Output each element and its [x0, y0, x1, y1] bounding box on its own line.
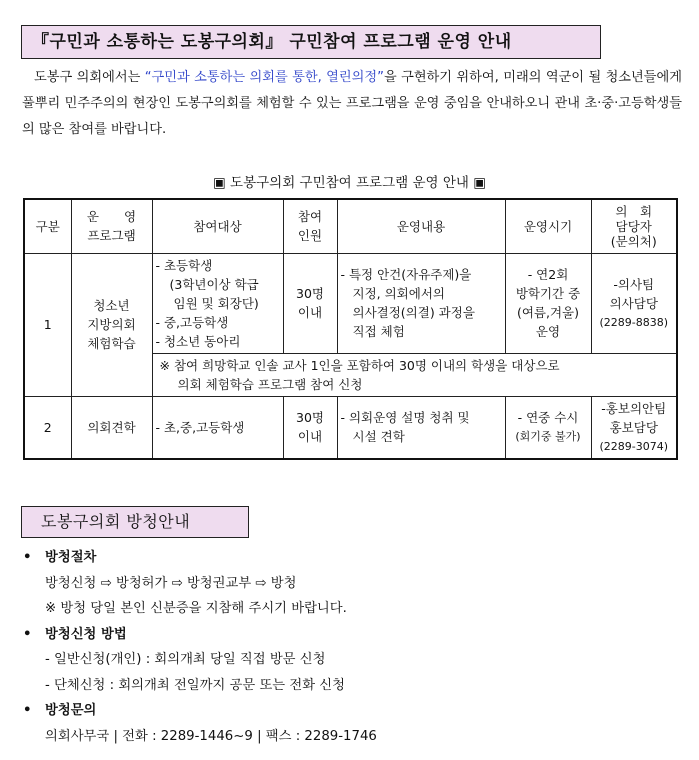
bullet-procedure-label: 방청절차	[45, 550, 97, 565]
intro-quote: “구민과 소통하는 의회를 통한, 열린의정”	[144, 70, 384, 85]
method-group: - 단체신청 : 회의개최 전일까지 공문 또는 전화 신청	[45, 677, 345, 693]
bullet-dot: •	[23, 626, 32, 642]
header-period: 운영시기	[505, 199, 591, 253]
row1-target-line3: 임원 및 회장단)	[173, 295, 259, 311]
inquiry-contact: 의회사무국 | 전화 : 2289-1446~9 | 팩스 : 2289-1746	[45, 728, 377, 744]
row1-note	[152, 353, 677, 396]
row2-contact-line3: (2289-3074)	[599, 439, 669, 453]
intro-text-part1: 도봉구 의회에서는	[34, 70, 145, 85]
row1-content-line2: 지정, 의회에서의	[352, 286, 445, 301]
procedure-steps: 방청신청 ⇨ 방청허가 ⇨ 방청권교부 ⇨ 방청	[45, 575, 297, 591]
row1-target-line5: - 청소년 동아리	[155, 333, 241, 349]
program-table	[23, 198, 678, 460]
row1-period-line1: - 연2회	[527, 267, 569, 282]
page-title: 『구민과 소통하는 도봉구의회』 구민참여 프로그램 운영 안내	[21, 25, 601, 59]
row2-contact-line1: -홍보의안팀	[601, 400, 667, 416]
bullet-procedure	[23, 545, 683, 571]
row2-period-line1: - 연중 수시	[517, 410, 579, 425]
row1-content	[337, 253, 505, 353]
row1-period-line4: 운영	[535, 324, 561, 339]
header-count	[283, 199, 337, 253]
method-individual: - 일반신청(개인) : 회의개최 당일 직접 방문 신청	[45, 652, 326, 667]
row1-num: 1	[24, 253, 71, 396]
header-count-line1: 참여	[297, 209, 323, 225]
header-program-line1: 운 영	[86, 209, 137, 225]
header-program-line2: 프로그램	[87, 228, 136, 244]
row1-program	[71, 253, 152, 396]
row2-num: 2	[24, 396, 71, 459]
table-title: ▣ 도봉구의회 구민참여 프로그램 운영 안내 ▣	[213, 175, 486, 191]
row1-period	[505, 253, 591, 353]
row1-program-line3: 체험학습	[87, 336, 136, 351]
row1-period-line2: 방학기간 중	[515, 286, 581, 301]
row1-content-line1: - 특정 안건(자유주제)을	[340, 267, 472, 282]
row2-contact-line2: 홍보담당	[609, 419, 658, 435]
row2-content-line1: - 의회운영 설명 청취 및	[340, 410, 470, 425]
row2-target: - 초,중,고등학생	[152, 396, 283, 459]
row1-program-line1: 청소년	[93, 298, 130, 313]
row1-period-line3: (여름,겨울)	[516, 305, 580, 320]
row2-program: 의회견학	[71, 396, 152, 459]
header-count-line2: 인원	[297, 228, 323, 244]
row1-note-line1: ※ 참여 희망학교 인솔 교사 1인을 포함하여 30명 이내의 학생을 대상으로	[159, 357, 560, 373]
bullet-inquiry	[23, 698, 683, 724]
bullet-dot: •	[23, 703, 32, 718]
row1-target-line2: (3학년이상 학급	[169, 276, 259, 292]
row2-count-line2: 이내	[297, 429, 323, 444]
row2-period	[505, 396, 591, 459]
visit-info	[23, 545, 683, 749]
bullet-method	[23, 622, 683, 648]
row1-contact	[591, 253, 677, 353]
intro-paragraph	[22, 65, 682, 143]
row1-content-line3: 의사결정(의결) 과정을	[352, 305, 475, 320]
row2-count-line1: 30명	[296, 410, 324, 425]
row1-contact-line1: -의사팀	[613, 276, 655, 292]
bullet-inquiry-label: 방청문의	[45, 703, 97, 718]
section-title: 도봉구의회 방청안내	[21, 506, 249, 538]
header-target: 참여대상	[152, 199, 283, 253]
row2-content-line2: 시설 견학	[352, 429, 405, 444]
row1-note-line2: 의회 체험학습 프로그램 참여 신청	[177, 376, 363, 392]
table-header-row	[24, 199, 677, 253]
id-note: ※ 방청 당일 본인 신분증을 지참해 주시기 바랍니다.	[45, 601, 347, 616]
row1-count	[283, 253, 337, 353]
row1-target-line4: - 중,고등학생	[155, 314, 229, 330]
row1-program-line2: 지방의회	[87, 317, 136, 332]
header-contact-line1: 의 회	[615, 203, 653, 219]
row1-content-line4: 직접 체험	[352, 324, 405, 339]
table-row	[24, 396, 677, 459]
table-row	[24, 253, 677, 353]
row1-target-line1: - 초등학생	[155, 257, 213, 273]
intro-text-part2: 을 구현하기 위하여, 미래의 역군이 될 청소년들에게 풀뿌리 민주주의의 현장인 도봉구의회를 체험할 수 있는 프로그램을 운영 중임을 안내하오니 관내 초·중·고등학생들의 많은 참여를 바랍니다.	[22, 70, 683, 137]
header-division: 구분	[24, 199, 71, 253]
bullet-dot: •	[23, 550, 32, 565]
row1-target	[152, 253, 283, 353]
row1-contact-line2: 의사담당	[609, 295, 658, 311]
row1-count-line2: 이내	[297, 305, 323, 320]
header-program	[71, 199, 152, 253]
bullet-method-label: 방청신청 방법	[45, 626, 127, 642]
row1-count-line1: 30명	[296, 286, 324, 301]
header-content: 운영내용	[337, 199, 505, 253]
row2-content	[337, 396, 505, 459]
header-contact-line2: 담당자	[615, 218, 652, 234]
header-contact-line3: (문의처)	[610, 233, 657, 249]
header-contact	[591, 199, 677, 253]
row2-period-line2: (회기중 불가)	[515, 430, 581, 443]
row2-count	[283, 396, 337, 459]
row2-contact	[591, 396, 677, 459]
row1-contact-line3: (2289-8838)	[599, 315, 669, 329]
